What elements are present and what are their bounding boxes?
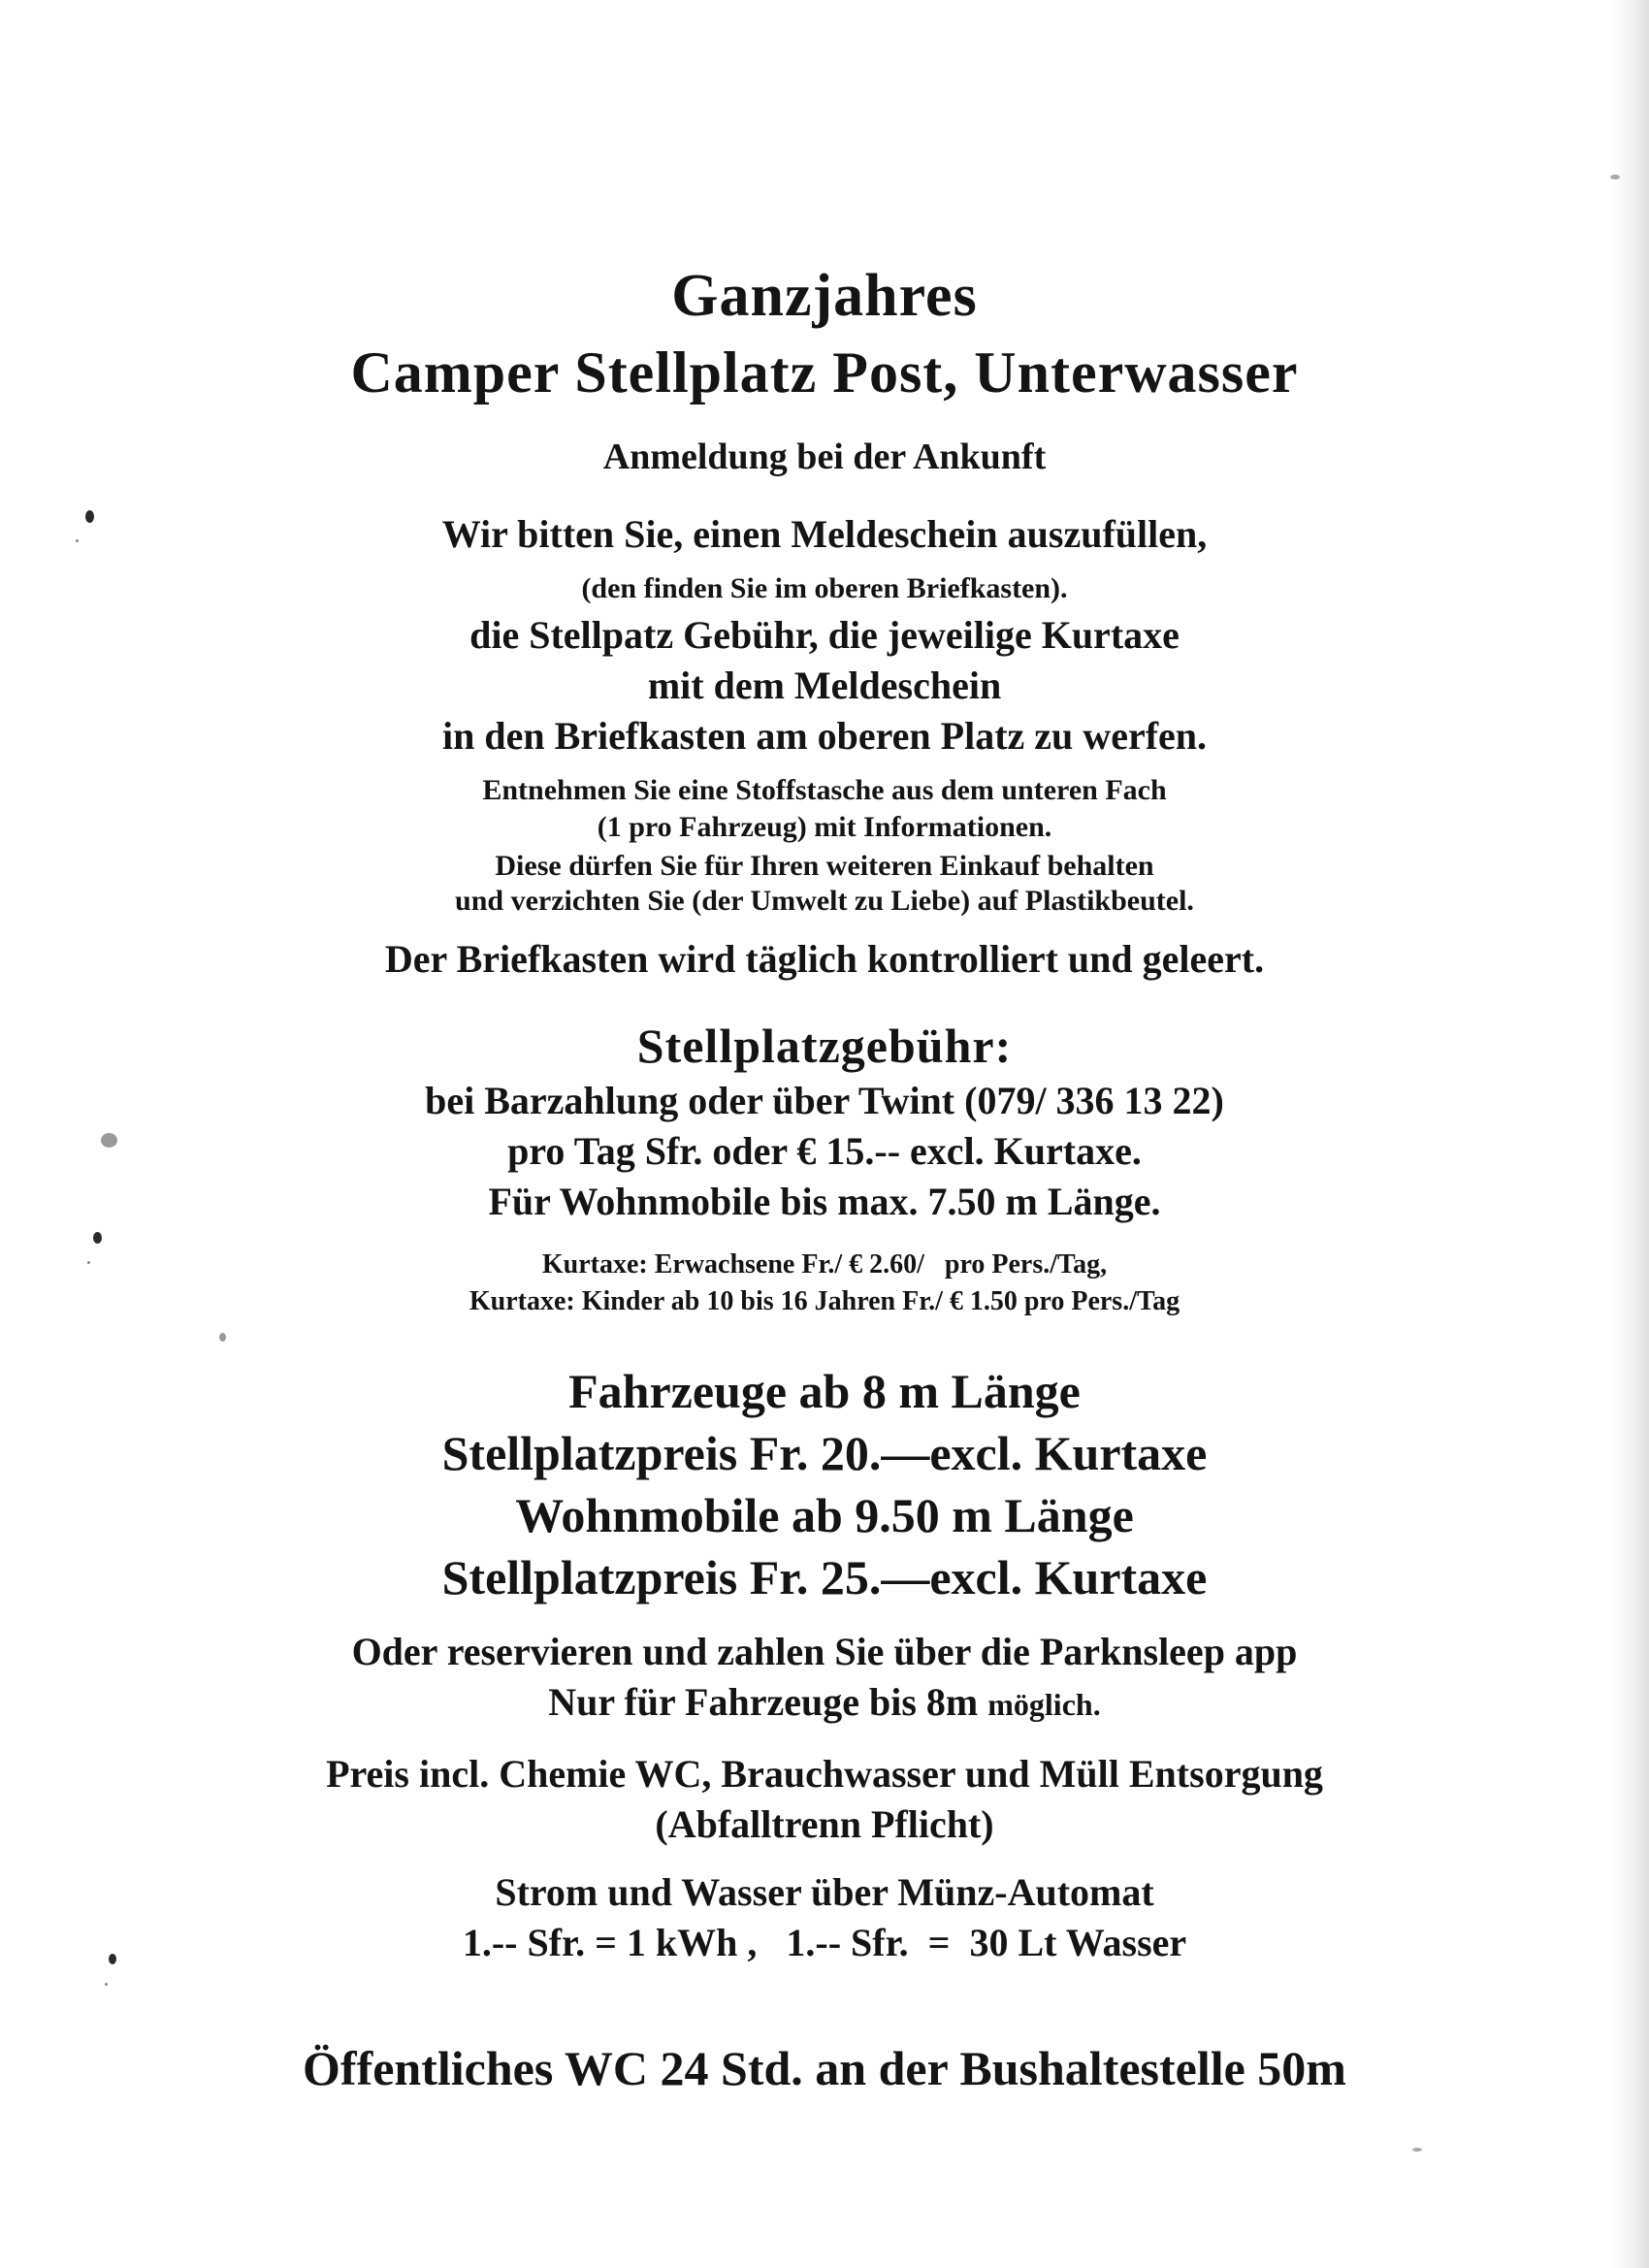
bag-info-line-1: Entnehmen Sie eine Stoffstasche aus dem unteren Fach xyxy=(482,774,1167,806)
large-vehicles-line-4: Stellplatzpreis Fr. 25.—excl. Kurtaxe xyxy=(441,1550,1208,1604)
scan-speck xyxy=(1412,2148,1422,2152)
large-vehicles-line-1: Fahrzeuge ab 8 m Länge xyxy=(568,1364,1081,1418)
fees-heading: Stellplatzgebühr: xyxy=(636,1019,1013,1073)
public-wc-note: Öffentliches WC 24 Std. an der Bushaltestelle 50m xyxy=(303,2041,1346,2095)
registration-line-5: in den Briefkasten am oberen Platz zu werfen. xyxy=(441,714,1208,758)
registration-line-4: mit dem Meldeschein xyxy=(647,664,1002,707)
mailbox-note: Der Briefkasten wird täglich kontrolliert und geleert. xyxy=(384,937,1265,981)
scan-speck xyxy=(1610,175,1620,179)
services-line-1: Preis incl. Chemie WC, Brauchwasser und Müll Entsorgung xyxy=(326,1752,1323,1796)
registration-line-1: Wir bitten Sie, einen Meldeschein auszufüllen, xyxy=(441,512,1208,556)
app-line-2-small: möglich. xyxy=(987,1687,1101,1722)
services-line-2: (Abfalltrenn Pflicht) xyxy=(655,1802,994,1846)
fees-line-1: bei Barzahlung oder über Twint (079/ 336 13 22) xyxy=(425,1079,1224,1122)
utilities-line-1: Strom und Wasser über Münz-Automat xyxy=(495,1870,1154,1914)
bag-info-line-4: und verzichten Sie (der Umwelt zu Liebe) auf Plastikbeutel. xyxy=(455,885,1194,917)
registration-line-3: die Stellpatz Gebühr, die jeweilige Kurtaxe xyxy=(469,613,1180,657)
notice-subtitle: Camper Stellplatz Post, Unterwasser xyxy=(350,340,1299,405)
scan-speck xyxy=(219,1333,226,1342)
app-line-2-main: Nur für Fahrzeuge bis 8m xyxy=(548,1680,988,1724)
app-line-2 xyxy=(0,1680,1649,1725)
registration-line-2: (den finden Sie im oberen Briefkasten). xyxy=(581,572,1068,604)
tax-children: Kurtaxe: Kinder ab 10 bis 16 Jahren Fr./ € 1.50 pro Pers./Tag xyxy=(469,1286,1180,1316)
large-vehicles-line-3: Wohnmobile ab 9.50 m Länge xyxy=(515,1488,1134,1542)
tax-adults: Kurtaxe: Erwachsene Fr./ € 2.60/ pro Pers./Tag, xyxy=(541,1249,1108,1280)
app-line-1: Oder reservieren und zahlen Sie über die Parknsleep app xyxy=(351,1630,1298,1673)
fees-line-3: Für Wohnmobile bis max. 7.50 m Länge. xyxy=(488,1180,1161,1223)
utilities-line-2: 1.-- Sfr. = 1 kWh , 1.-- Sfr. = 30 Lt Wasser xyxy=(462,1921,1187,1964)
notice-title: Ganzjahres xyxy=(671,263,978,329)
scan-speck xyxy=(93,1232,102,1244)
fees-line-2: pro Tag Sfr. oder € 15.-- excl. Kurtaxe. xyxy=(507,1129,1142,1173)
large-vehicles-line-2: Stellplatzpreis Fr. 20.—excl. Kurtaxe xyxy=(441,1426,1208,1480)
registration-heading: Anmeldung bei der Ankunft xyxy=(602,437,1047,477)
bag-info-line-3: Diese dürfen Sie für Ihren weiteren Einkauf behalten xyxy=(495,850,1154,882)
bag-info-line-2: (1 pro Fahrzeug) mit Informationen. xyxy=(597,811,1052,843)
scan-speck xyxy=(105,1983,108,1986)
